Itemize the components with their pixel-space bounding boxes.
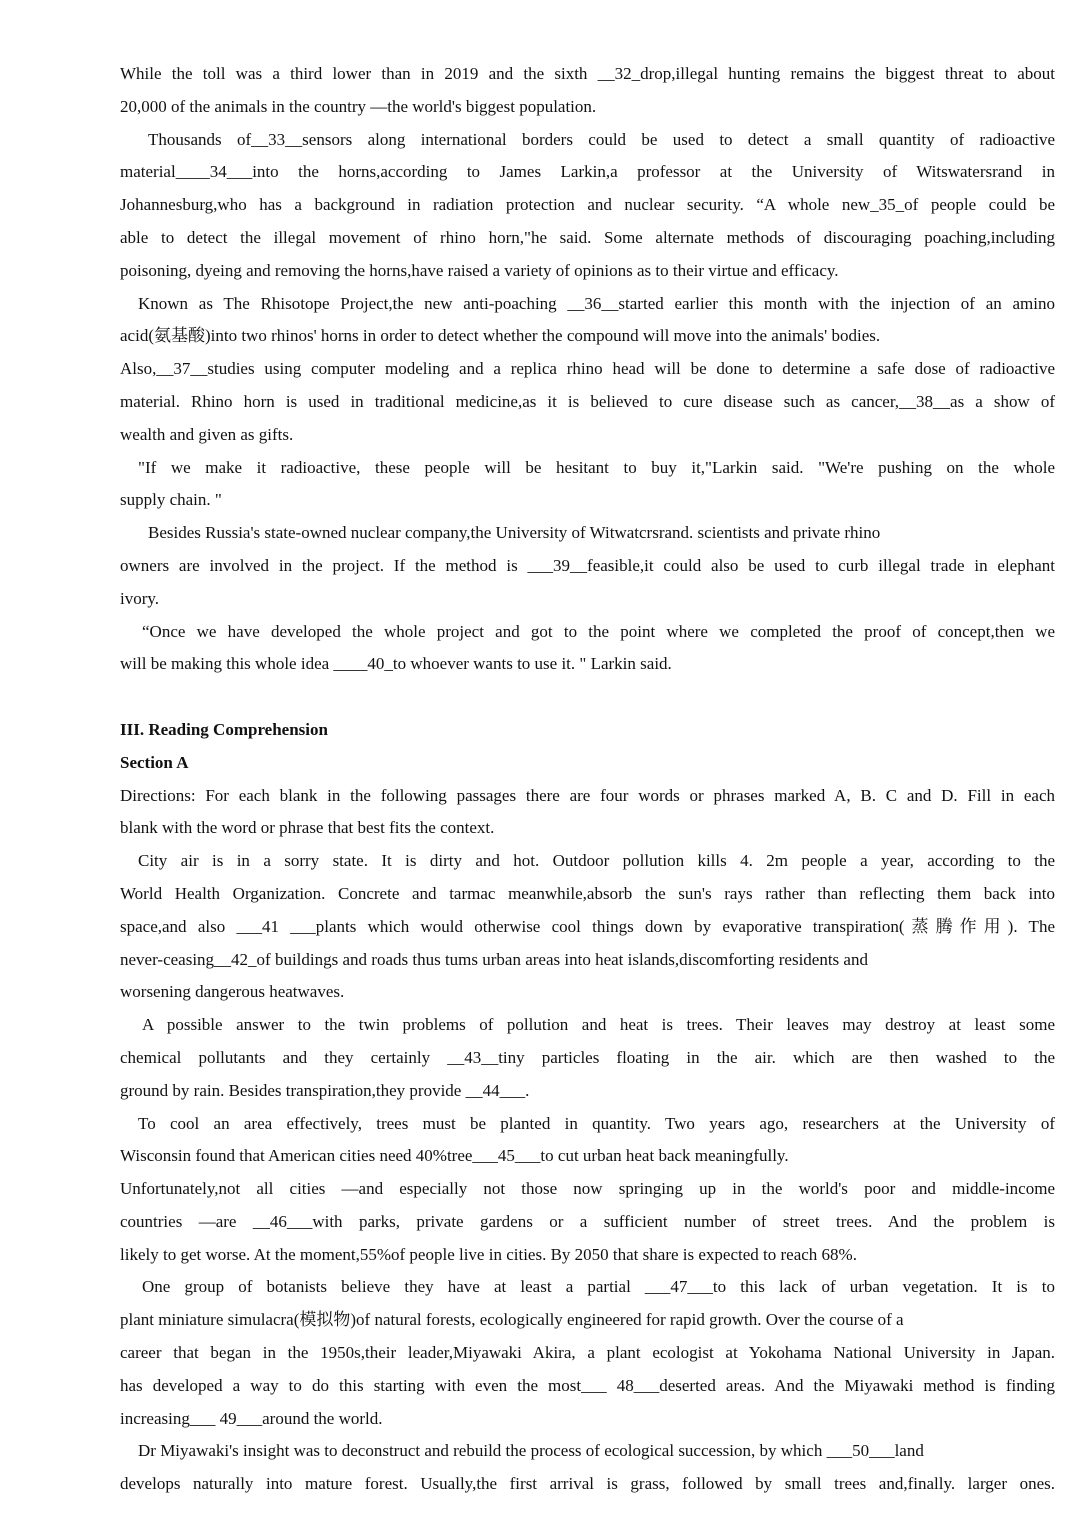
passage2-line: City air is in a sorry state. It is dirty and hot. Outdoor pollution kills 4. 2m people a year, according to the (138, 851, 1055, 871)
directions-text: blank with the word or phrase that best fits the context. (120, 818, 495, 838)
passage1-line: Besides Russia's state-owned nuclear company,the University of Witwatcrsrand. scientists and private rhino (148, 523, 881, 543)
passage1-line: material____34___into the horns,according to James Larkin,a professor at the University of Witswatersrand in (120, 162, 1055, 182)
passage1-line: While the toll was a third lower than in 2019 and the sixth __32_drop,illegal hunting remains the biggest threat to about (120, 64, 1055, 83)
passage1-line: material. Rhino horn is used in traditional medicine,as it is believed to cure disease such as cancer,__38__as a show of (120, 391, 1055, 411)
passage2-line: has developed a way to do this starting with even the most___ 48___deserted areas. And the Miyawaki method is finding (120, 1375, 1055, 1395)
passage2-line: A possible answer to the twin problems of pollution and heat is trees. Their leaves may destroy at least some (142, 1015, 1055, 1035)
passage1-line: will be making this whole idea ____40_to whoever wants to use it. " Larkin said. (120, 654, 672, 674)
document-page (120, 58, 1055, 1501)
passage1-line: ivory. (120, 588, 160, 608)
passage1-line: poisoning, dyeing and removing the horns,have raised a variety of opinions as to their virtue and efficacy. (120, 260, 839, 280)
directions-text: Directions: For each blank in the following passages there are four words or phrases marked A, B. C and D. Fill in each (120, 785, 1055, 805)
passage2-line: To cool an area effectively, trees must be planted in quantity. Two years ago, researchers at the University of (138, 1113, 1055, 1133)
section-heading: III. Reading Comprehension (120, 719, 328, 739)
passage1-line: supply chain. " (120, 490, 222, 510)
passage1-line: "If we make it radioactive, these people will be hesitant to buy it,"Larkin said. "We're pushing on the whole (138, 457, 1055, 477)
passage2-line: One group of botanists believe they have at least a partial ___47___to this lack of urban vegetation. It is to (142, 1277, 1055, 1297)
section-gap (120, 681, 1055, 714)
passage2-line: worsening dangerous heatwaves. (120, 982, 345, 1002)
passage2-line: World Health Organization. Concrete and tarmac meanwhile,absorb the sun's rays rather than reflecting them back into (120, 883, 1055, 903)
passage1-line: “Once we have developed the whole project and got to the point where we completed the proof of concept,then we (142, 621, 1055, 641)
passage2-line: ground by rain. Besides transpiration,they provide __44___. (120, 1080, 530, 1100)
passage1-line: wealth and given as gifts. (120, 424, 294, 444)
passage1-line: able to detect the illegal movement of rhino horn,"he said. Some alternate methods of discouraging poaching,including (120, 227, 1055, 247)
passage2-line: plant miniature simulacra(模拟物)of natural forests, ecologically engineered for rapid growth. Over the course of a (120, 1310, 904, 1330)
passage1-line: owners are involved in the project. If the method is ___39__feasible,it could also be used to curb illegal trade in elephant (120, 555, 1055, 575)
passage2-line: increasing___ 49___around the world. (120, 1408, 383, 1428)
passage1-line: acid(氨基酸)into two rhinos' horns in order to detect whether the compound will move into the animals' bodies. (120, 326, 881, 346)
passage2-line: space,and also ___41 ___plants which would otherwise cool things down by evaporative transpiration(蒸腾作用). The (120, 916, 1055, 936)
passage2-line: chemical pollutants and they certainly __43__tiny particles floating in the air. which are then washed to the (120, 1047, 1055, 1067)
passage1-line: Thousands of__33__sensors along international borders could be used to detect a small quantity of radioactive (148, 129, 1055, 149)
passage1-line: 20,000 of the animals in the country —the world's biggest population. (120, 96, 597, 116)
passage1-line: Also,__37__studies using computer modeling and a replica rhino head will be done to determine a safe dose of radioactive (120, 359, 1055, 379)
passage2-line: likely to get worse. At the moment,55%of people live in cities. By 2050 that share is expected to reach 68%. (120, 1244, 857, 1264)
passage2-line: develops naturally into mature forest. Usually,the first arrival is grass, followed by small trees and,finally. larger ones. (120, 1474, 1055, 1494)
passage2-line: career that began in the 1950s,their leader,Miyawaki Akira, a plant ecologist at Yokohama National University in Japan. (120, 1343, 1055, 1363)
section-subheading: Section A (120, 752, 189, 772)
passage2-line: never-ceasing__42_of buildings and roads thus tums urban areas into heat islands,discomforting residents and (120, 949, 868, 969)
passage2-line: Dr Miyawaki's insight was to deconstruct and rebuild the process of ecological succession, by which ___50___land (138, 1441, 924, 1461)
passage2-line: Unfortunately,not all cities —and especially not those now springing up in the world's poor and middle-income (120, 1179, 1055, 1199)
passage1-line: Johannesburg,who has a background in radiation protection and nuclear security. “A whole new_35_of people could be (120, 195, 1055, 215)
passage2-line: countries —are __46___with parks, private gardens or a sufficient number of street trees. And the problem is (120, 1211, 1055, 1231)
passage1-line: Known as The Rhisotope Project,the new anti-poaching __36__started earlier this month with the injection of an amino (138, 293, 1055, 313)
passage2-line: Wisconsin found that American cities need 40%tree___45___to cut urban heat back meaningfully. (120, 1146, 789, 1166)
